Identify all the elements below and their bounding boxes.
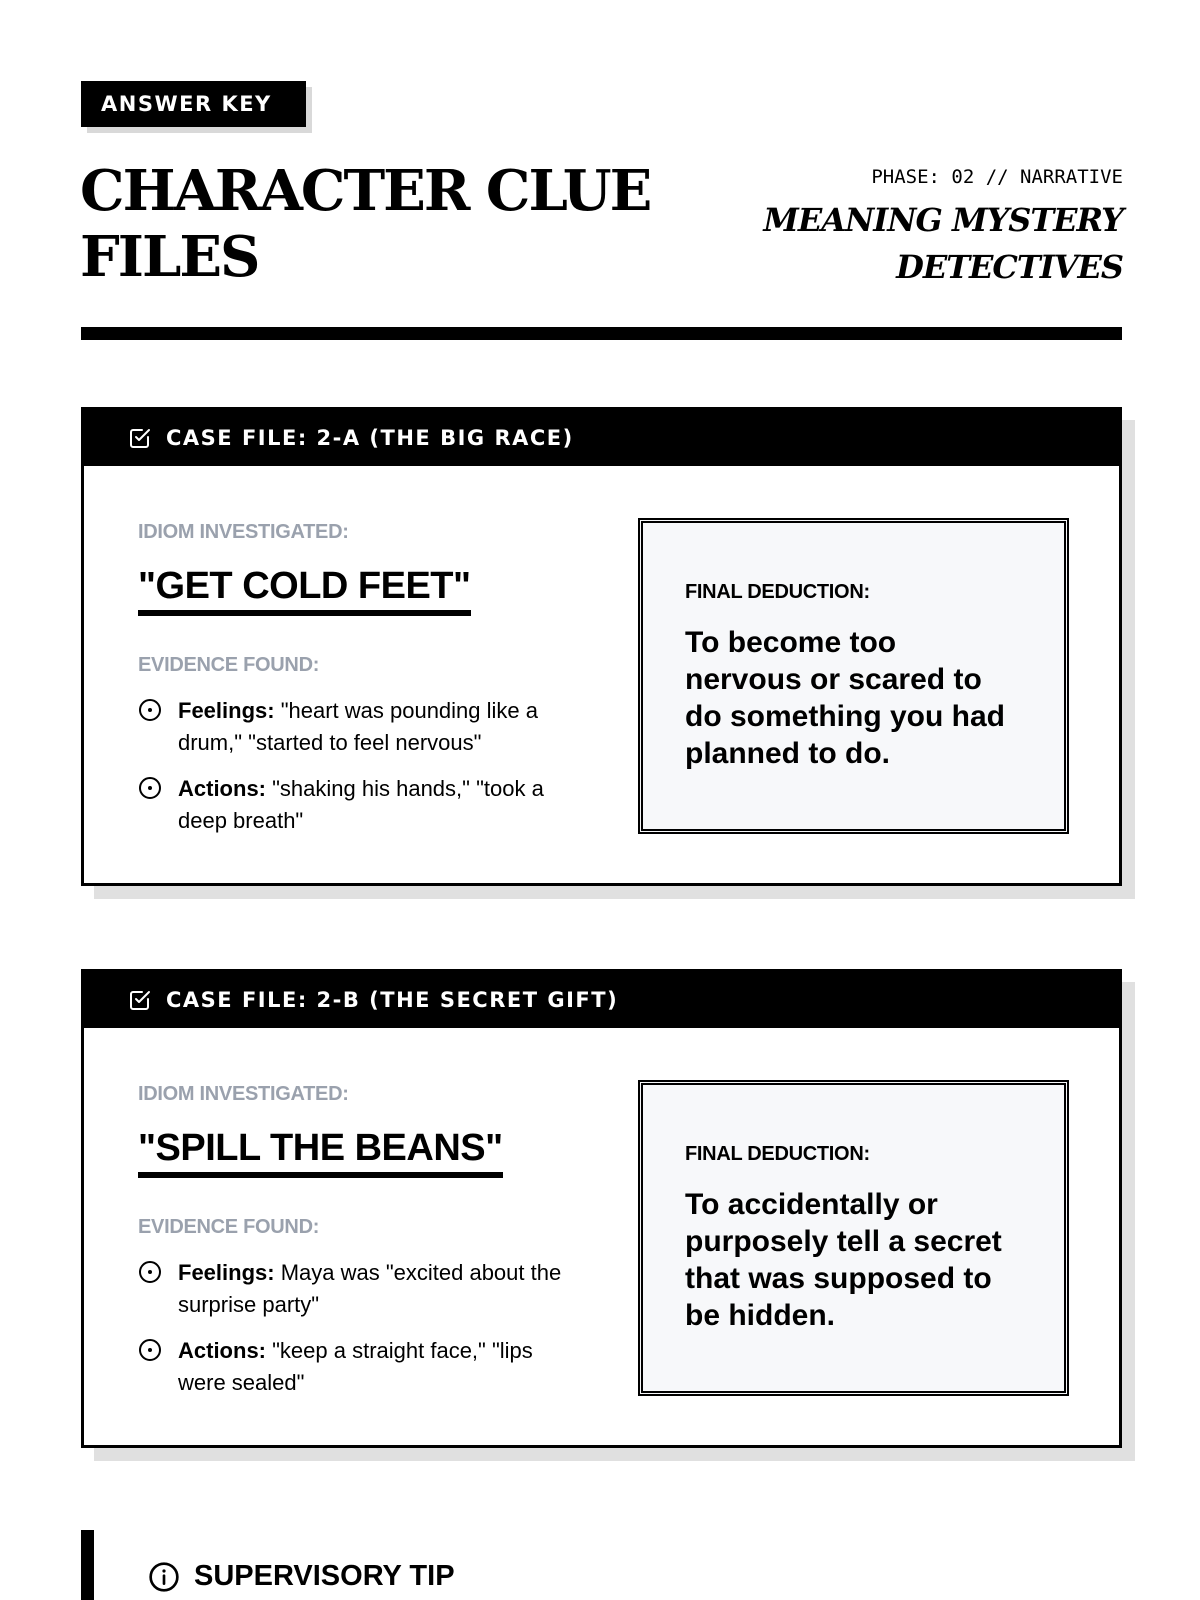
evidence-type: Feelings:: [178, 1260, 275, 1285]
target-icon: [138, 1260, 162, 1284]
final-deduction-box: [638, 1080, 1069, 1396]
final-deduction-box: [638, 518, 1069, 834]
evidence-list: [138, 695, 578, 837]
checkbox-icon: [128, 988, 152, 1012]
case-file-2b: [81, 969, 1122, 1448]
evidence-item: [138, 1257, 578, 1321]
evidence-text: Maya was "excited about the surprise party": [178, 1260, 562, 1317]
idiom-label: IDIOM INVESTIGATED:: [138, 521, 349, 543]
evidence-label: EVIDENCE FOUND:: [138, 654, 320, 676]
target-icon: [138, 698, 162, 722]
case-card: [81, 969, 1122, 1448]
deduction-label: FINAL DEDUCTION:: [685, 581, 870, 603]
header-divider: [81, 327, 1122, 340]
phase-label: PHASE: 02 // NARRATIVE: [871, 166, 1123, 188]
evidence-type: Actions:: [178, 776, 266, 801]
evidence-text: "keep a straight face," "lips were sealed": [178, 1338, 533, 1395]
page-title-line1: CHARACTER CLUE: [80, 158, 651, 224]
tip-header: [148, 1560, 455, 1593]
answer-key-badge: [81, 81, 306, 127]
case-file-2a: [81, 407, 1122, 886]
case-title: CASE FILE: 2-B (THE SECRET GIFT): [166, 988, 619, 1012]
idiom-title: "SPILL THE BEANS": [138, 1126, 503, 1178]
evidence-type: Feelings:: [178, 698, 275, 723]
target-icon: [138, 1338, 162, 1362]
evidence-text: "shaking his hands," "took a deep breath": [178, 776, 544, 833]
badge-label: ANSWER KEY: [81, 81, 306, 127]
evidence-item: [138, 695, 578, 759]
tip-title: SUPERVISORY TIP: [194, 1560, 455, 1592]
case-evidence-column: [138, 521, 578, 851]
unit-subtitle-line2: DETECTIVES: [896, 248, 1123, 286]
page-title: [80, 158, 650, 290]
case-evidence-column: [138, 1083, 578, 1413]
checkbox-icon: [128, 426, 152, 450]
page-title-line2: FILES: [80, 224, 259, 290]
deduction-text: To accidentally or purposely tell a secret that was supposed to be hidden.: [685, 1188, 1002, 1332]
info-icon: [148, 1561, 180, 1593]
unit-subtitle: [763, 197, 1123, 291]
deduction-label: FINAL DEDUCTION:: [685, 1143, 870, 1165]
evidence-type: Actions:: [178, 1338, 266, 1363]
idiom-label: IDIOM INVESTIGATED:: [138, 1083, 349, 1105]
case-header: [84, 410, 1119, 466]
deduction-text: To become too nervous or scared to do something you had planned to do.: [685, 626, 1005, 770]
case-title: CASE FILE: 2-A (THE BIG RACE): [166, 426, 574, 450]
target-icon: [138, 776, 162, 800]
case-card: [81, 407, 1122, 886]
evidence-item: [138, 1335, 578, 1399]
evidence-label: EVIDENCE FOUND:: [138, 1216, 320, 1238]
unit-subtitle-line1: MEANING MYSTERY: [763, 201, 1123, 239]
case-header: [84, 972, 1119, 1028]
idiom-title: "GET COLD FEET": [138, 564, 471, 616]
supervisory-tip: [81, 1530, 1135, 1600]
evidence-list: [138, 1257, 578, 1399]
evidence-item: [138, 773, 578, 837]
evidence-text: "heart was pounding like a drum," "started to feel nervous": [178, 698, 538, 755]
